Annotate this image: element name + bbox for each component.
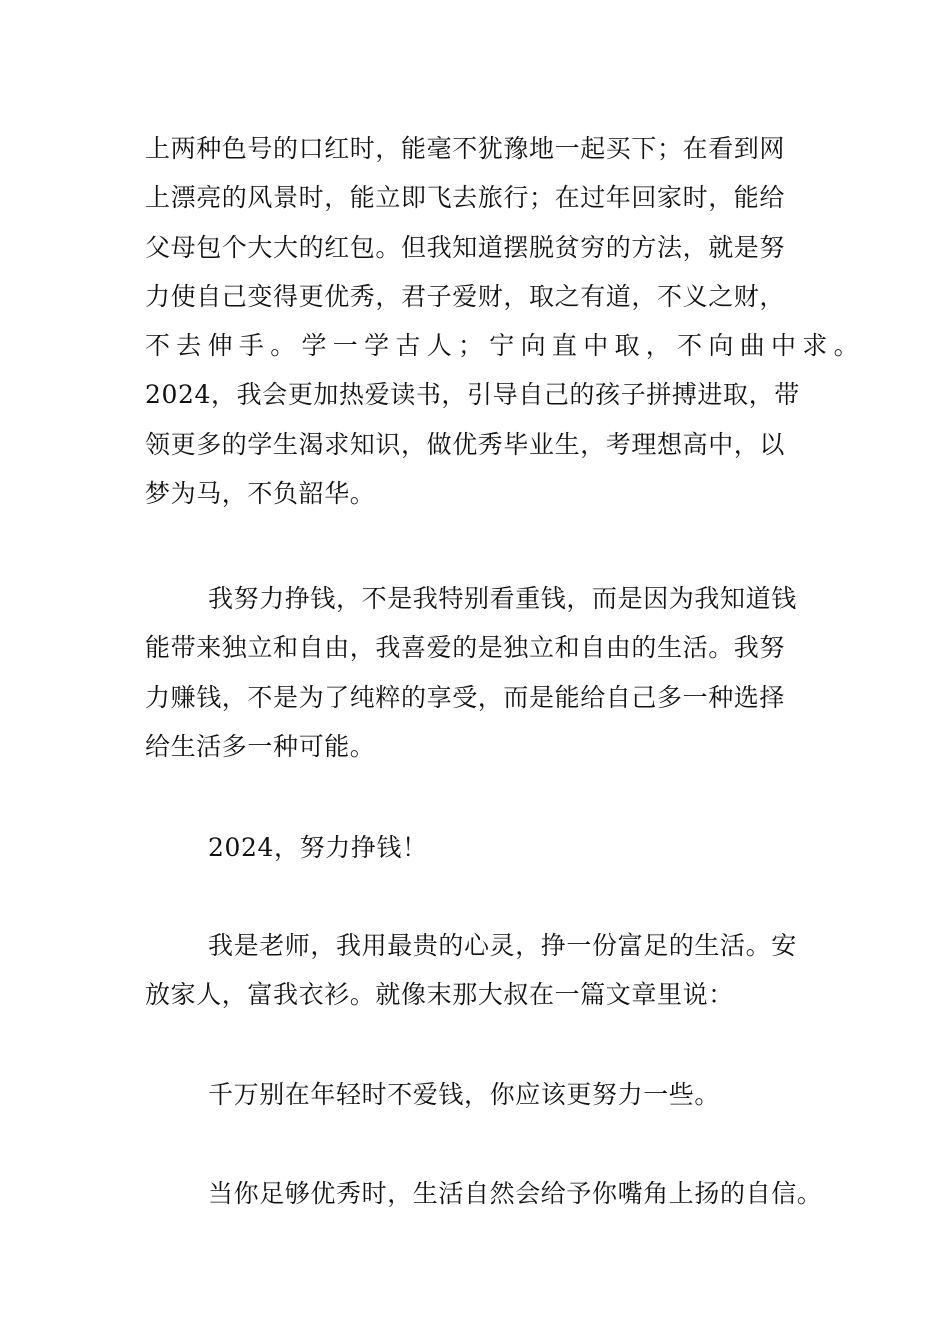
- text-line: 不去伸手。学一学古人；宁向直中取，不向曲中求。: [145, 331, 865, 361]
- text-line: 给生活多一种可能。: [145, 731, 376, 761]
- paragraph-5: [145, 1070, 817, 1119]
- text-line: 放家人，富我衣衫。就像末那大叔在一篇文章里说：: [145, 980, 734, 1010]
- text-line: 能带来独立和自由，我喜爱的是独立和自由的生活。我努: [145, 633, 786, 663]
- text-line: 领更多的学生渴求知识，做优秀毕业生，考理想高中，以: [145, 429, 786, 459]
- text-line: 当你足够优秀时，生活自然会给予你嘴角上扬的自信。: [208, 1179, 823, 1208]
- text-line: 父母包个大大的红包。但我知道摆脱贫穷的方法，就是努: [145, 232, 786, 262]
- text-line: 我努力挣钱，不是我特别看重钱，而是因为我知道钱: [208, 584, 797, 613]
- text-line: 梦为马，不负韶华。: [145, 479, 376, 509]
- text-line: 上两种色号的口红时，能毫不犹豫地一起买下；在看到网: [145, 134, 786, 163]
- paragraph-3: [145, 823, 817, 872]
- text-line: 2024，我会更加热爱读书，引导自己的孩子拼搏进取，带: [145, 380, 800, 410]
- text-line: 2024，努力挣钱！: [208, 833, 428, 862]
- text-line: 千万别在年轻时不爱钱，你应该更努力一些。: [208, 1080, 721, 1109]
- paragraph-6: [145, 1169, 823, 1218]
- text-line: 力使自己变得更优秀，君子爱财，取之有道，不义之财，: [145, 281, 786, 311]
- paragraph-2: [145, 574, 817, 771]
- text-line: 力赚钱，不是为了纯粹的享受，而是能给自己多一种选择: [145, 682, 786, 712]
- paragraph-4: [145, 921, 817, 1020]
- text-line: 我是老师，我用最贵的心灵，挣一份富足的生活。安: [208, 931, 797, 960]
- text-line: 上漂亮的风景时，能立即飞去旅行；在过年回家时，能给: [145, 183, 786, 213]
- paragraph-1: [145, 124, 865, 518]
